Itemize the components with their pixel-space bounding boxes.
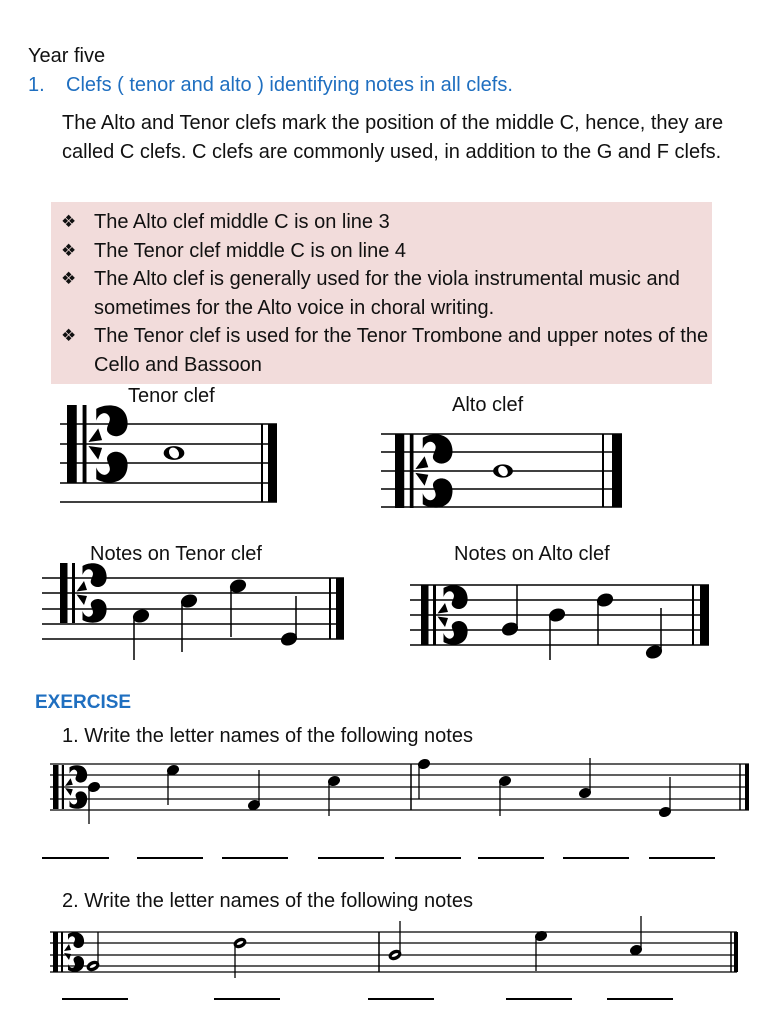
tenor-clef-staff — [60, 405, 277, 502]
list-item-text: The Tenor clef middle C is on line 4 — [94, 239, 407, 262]
list-item-text: The Tenor clef is used for the Tenor Trombone and upper notes of the Cello and Bassoon — [94, 325, 709, 376]
heading-number: 1. — [28, 74, 45, 96]
alto-clef-title: Alto clef — [452, 394, 524, 416]
exercise-1-staff — [50, 758, 749, 824]
four-petal-diamond-icon: ❖ — [61, 326, 77, 346]
tenor-notes-staff — [42, 563, 344, 660]
exercise-2-staff — [50, 916, 738, 978]
list-item-text: The Alto clef middle C is on line 3 — [94, 211, 390, 233]
four-petal-diamond-icon: ❖ — [61, 212, 77, 232]
question-2: 2. Write the letter names of the following notes — [62, 890, 473, 912]
year-label: Year five — [28, 45, 106, 67]
tenor-notes-title: Notes on Tenor clef — [90, 543, 262, 565]
exercise-title: EXERCISE — [35, 692, 132, 713]
four-petal-diamond-icon: ❖ — [61, 240, 77, 261]
alto-notes-title: Notes on Alto clef — [454, 543, 610, 565]
alto-clef-staff — [381, 434, 622, 508]
intro-paragraph: The Alto and Tenor clefs mark the position of the middle C, hence, they are called C clefs. C clefs are commonly used, in addition to the G and F clefs. — [62, 112, 724, 163]
four-petal-diamond-icon: ❖ — [61, 269, 77, 289]
middle-c-note — [164, 446, 185, 461]
heading-text: Clefs ( tenor and alto ) identifying notes in all clefs. — [66, 74, 513, 96]
alto-notes-staff — [410, 585, 709, 660]
list-item-text: The Alto clef is generally used for the viola instrumental music and sometimes for the Alto voice in choral writing. — [94, 268, 680, 319]
middle-c-note — [493, 464, 513, 478]
tenor-clef-title: Tenor clef — [128, 385, 215, 407]
question-1: 1. Write the letter names of the following notes — [62, 725, 473, 747]
